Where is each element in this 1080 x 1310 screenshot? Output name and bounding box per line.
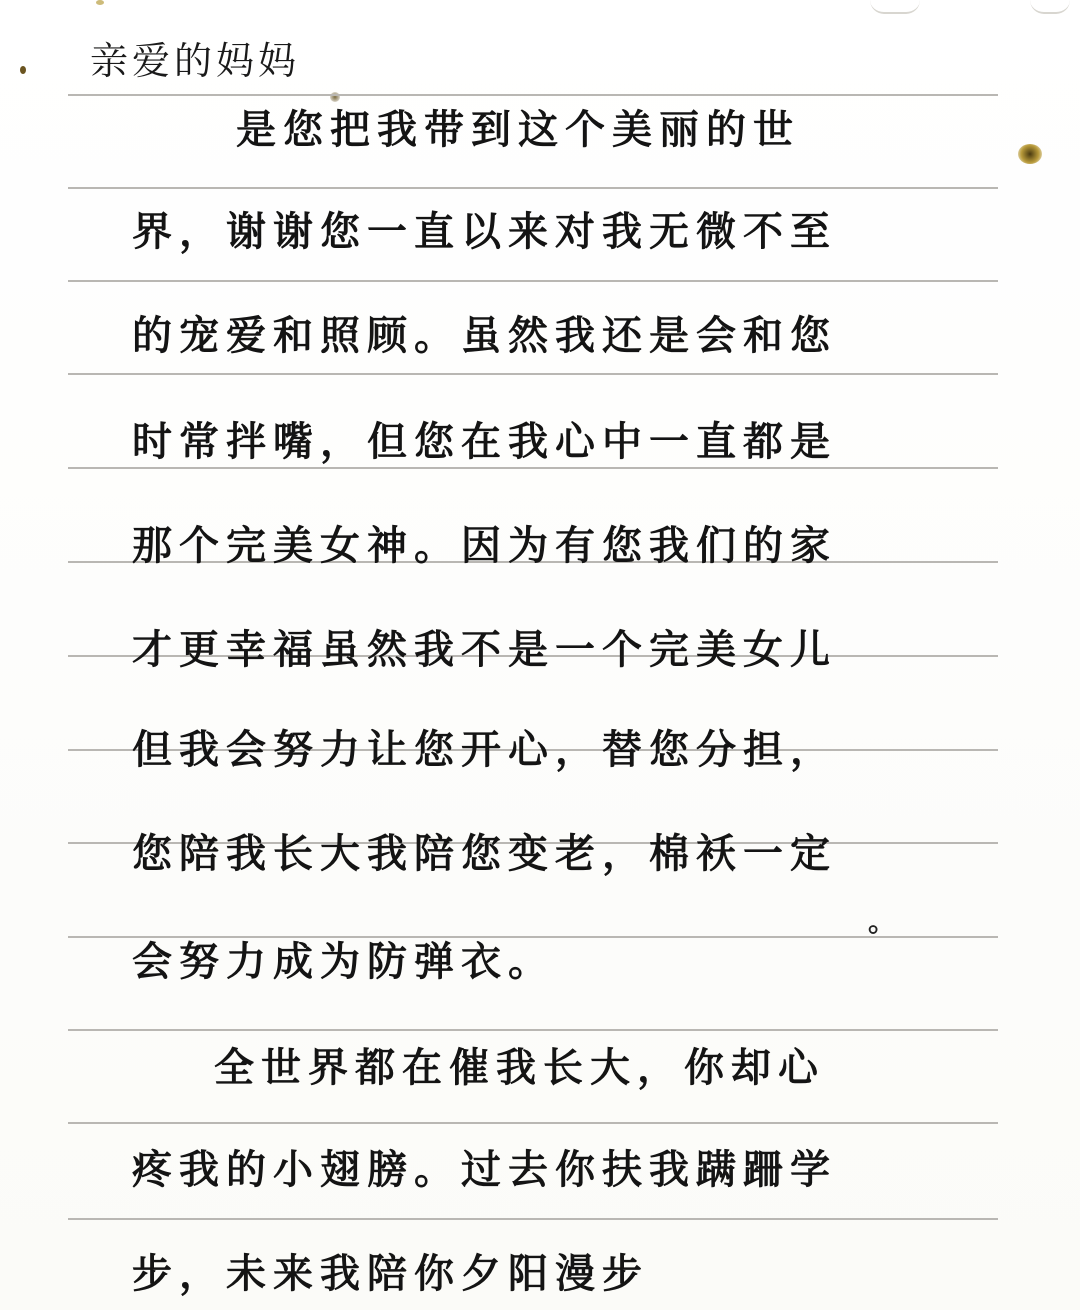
ruled-line <box>68 467 998 469</box>
ink-spot <box>20 66 26 74</box>
letter-line: 时常拌嘴，但您在我心中一直都是 <box>132 418 837 465</box>
ruled-line <box>68 1122 998 1124</box>
ruled-line <box>68 280 998 282</box>
ink-spot <box>96 0 104 5</box>
letter-line: 会努力成为防弹衣。 <box>132 938 555 985</box>
stray-period-mark: 。 <box>868 905 897 938</box>
letter-line: 疼我的小翅膀。过去你扶我蹒跚学 <box>132 1146 837 1193</box>
letter-line: 步，未来我陪你夕阳漫步 <box>132 1250 649 1297</box>
top-sketch-mark <box>1030 0 1070 14</box>
letter-line: 您陪我长大我陪您变老，棉袄一定 <box>132 830 837 877</box>
letter-line: 的宠爱和照顾。虽然我还是会和您 <box>132 312 837 359</box>
letter-line: 那个完美女神。因为有您我们的家 <box>132 522 837 569</box>
letter-line: 界，谢谢您一直以来对我无微不至 <box>132 208 837 255</box>
letter-salutation: 亲爱的妈妈 <box>90 39 301 83</box>
letter-line: 全世界都在催我长大，你却心 <box>214 1044 825 1091</box>
ink-spot <box>1018 144 1042 164</box>
ruled-line <box>68 1218 998 1220</box>
ruled-line <box>68 94 998 96</box>
letter-line: 才更幸福虽然我不是一个完美女儿 <box>132 626 837 673</box>
top-sketch-mark <box>870 0 920 14</box>
letter-line: 是您把我带到这个美丽的世 <box>236 106 800 153</box>
letter-line: 但我会努力让您开心，替您分担， <box>132 726 837 773</box>
ruled-line <box>68 373 998 375</box>
ruled-line <box>68 187 998 189</box>
ruled-line <box>68 1029 998 1031</box>
